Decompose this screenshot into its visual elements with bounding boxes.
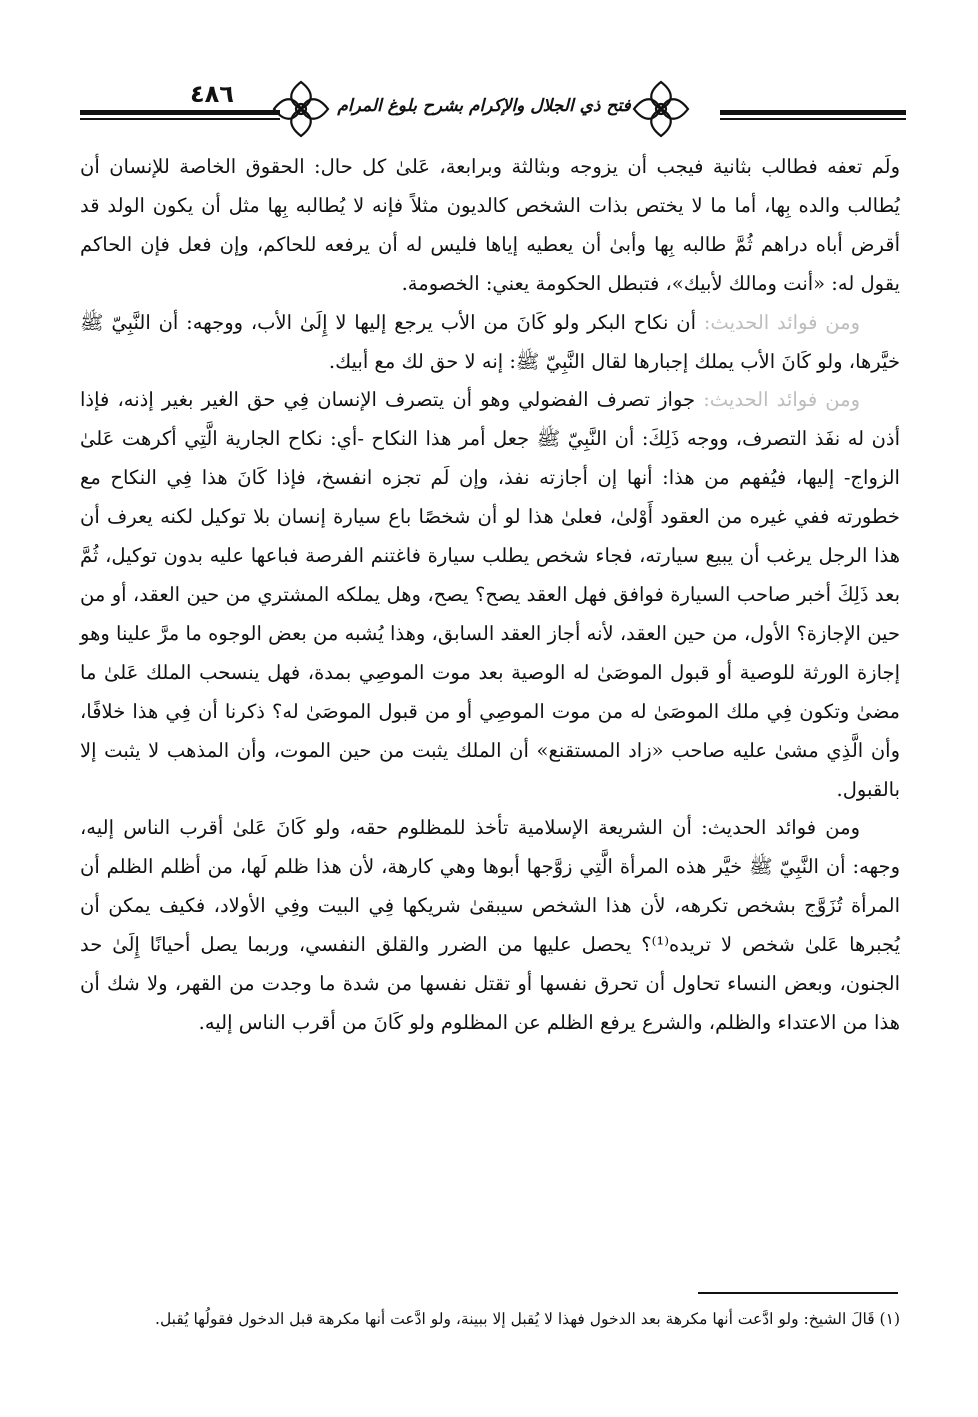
text-line: أن نكاح البكر ولو كَانَ من الأب يرجع إليها لا إِلَىٰ الأب، ووجهه: <box>186 310 697 334</box>
footnote-1 <box>78 1306 900 1333</box>
text-line: الموت، وأن المذهب لا يثبت إلا بالقبول. <box>80 738 900 801</box>
footnotes <box>78 1306 900 1333</box>
text-line: فإن الحاكم يقول له: «أنت ومالك لأبيك»، فتبطل الحكومة يعني: الخصومة. <box>80 232 900 295</box>
text-line: أن يُطالب والده بِها، أما ما لا يختص بذات الشخص كالديون مثلاً فإنه لا يُطالبه بِها مثل أن يكون <box>80 155 900 217</box>
text-line: عَلىٰ ما مضىٰ وتكون فِي ملك الموصَىٰ له من موت الموصِي أو من قبول الموصَىٰ له؟ ذكرنا <box>80 660 900 723</box>
text-line: الولد قد أقرض أباه دراهم ثُمَّ طالبه بِها وأبىٰ أن يعطيه إياها فليس له أن يرفعه للحاكم، وإن فعل <box>80 193 901 256</box>
text-line: إذنه، فإذا أذن له نفَذ التصرف، ووجه ذَلِكَ: أن النَّبِيّ ﷺ جعل أمر هذا النكاح -أي: نكاح <box>80 388 901 451</box>
paragraph-2 <box>80 304 900 382</box>
text-line: الناس إليه، وجهه: أن النَّبِيّ ﷺ خيَّر هذه المرأة الَّتِي زوَّجها أبوها وهي كارهة، لأن هذا ظلم <box>80 816 901 879</box>
text-line: الورثة للوصية أو قبول الموصَىٰ له الوصية بعد موت الموصِي بمدة، فهل ينسحب الملك <box>145 660 850 684</box>
paragraph-4 <box>80 809 900 1042</box>
text-line: البيت وفِي الأولاد، فكيف يمكن أن يُجبرها عَلىٰ شخص لا تريده⁽¹⁾؟ يحصل عليها من الضرر <box>80 894 900 957</box>
text-line: ومن فوائد الحديث: أن الشريعة الإسلامية تأخذ للمظلوم حقه، ولو كَانَ عَلىٰ أقرب <box>179 816 860 840</box>
page-number: ٤٨٦ <box>190 80 234 108</box>
header-ornament-left-icon <box>270 78 332 140</box>
text-line: تقتل نفسها من شدة ما وجدت من القهر، ولا شك أن هذا من الاعتداء والظلم، والشرع يرفع <box>80 972 900 1034</box>
text-line: أن فِي هذا خلافًا، وأن الَّذِي مشىٰ عليه صاحب «زاد المستقنع» أن الملك يثبت من حين <box>80 699 901 762</box>
header-rule-left <box>80 110 280 115</box>
text-line: والقلق النفسي، وربما يصل أحيانًا إِلَىٰ حد الجنون، وبعض النساء تحاول أن تحرق نفسها أو <box>80 933 901 996</box>
text-line: الجارية الَّتِي أكرهت عَلىٰ الزواج- إليها، فيُفهم من هذا: أنها إن أجازته نفذ، وإن لَم تجزه <box>80 427 900 490</box>
paragraph-3 <box>80 381 900 809</box>
main-body-text <box>80 148 900 1043</box>
text-line: جواز تصرف الفضولي وهو أن يتصرف الإنسان فِي حق الغير بغير <box>161 388 696 412</box>
text-line: لَها، من أظلم الظلم أن المرأة تُزَوَّج بشخص تكرهه، لأن هذا الشخص سيبقىٰ شريكها فِي <box>80 855 900 918</box>
paragraph-1 <box>80 148 900 304</box>
text-line: باع سيارة إنسان بلا توكيل لكنه يعرف أن هذا الرجل يرغب أن يبيع سيارته، فجاء شخص <box>80 505 901 568</box>
text-line: الظلم عن المظلوم ولو كَانَ من أقرب الناس إليه. <box>198 1010 594 1034</box>
footnote-separator <box>698 1292 898 1294</box>
book-title: فتح ذي الجلال والإكرام بشرح بلوغ المرام <box>337 96 631 116</box>
footnote-line: فقولُها يُقبل. <box>155 1310 234 1328</box>
faded-lead-text: ومن فوائد الحديث: <box>703 388 860 412</box>
header-rule-right <box>720 110 906 115</box>
text-line: يطلب سيارة فاغتنم الفرصة فباعها عليه بدون توكيل، ثُمَّ بعد ذَلِكَ أخبر صاحب السيارة فوافق <box>80 544 900 606</box>
text-line: فهل العقد يصح؟ يصح، وهل يملكه المشتري من حين العقد، أو من حين الإجازة؟ الأول، <box>80 582 900 645</box>
text-line: أن النَّبِيّ ﷺ خيَّرها، ولو كَانَ الأب يملك إجبارها لقال النَّبِيّ ﷺ: إنه لا حق لك مع أبيك. <box>80 310 900 373</box>
text-line: انفسخ، فإذا كَانَ هذا فِي النكاح مع خطورته ففي غيره من العقود أَوْلىٰ، فعلىٰ هذا لو أن شخصًا <box>80 466 900 529</box>
text-line: ولَم تعفه فطالب بثانية فيجب أن يزوجه وبثالثة وبرابعة، عَلىٰ كل حال: الحقوق الخاصة للإنسان <box>109 155 901 178</box>
page-header <box>72 72 906 142</box>
header-ornament-right-icon <box>630 78 692 140</box>
faded-lead-text: ومن فوائد الحديث: <box>703 310 861 334</box>
footnote-line: (١) قَالَ الشيخ: ولو ادَّعت أنها مكرهة بعد الدخول فهذا لا يُقبل إلا ببينة، ولو ادَّعت أنها مكرهة قبل الدخول <box>238 1310 900 1328</box>
text-line: من حين العقد، لأنه أجاز العقد السابق، وهذا يُشبه من بعض الوجوه ما مرَّ علينا وهو إجازة <box>80 621 900 684</box>
